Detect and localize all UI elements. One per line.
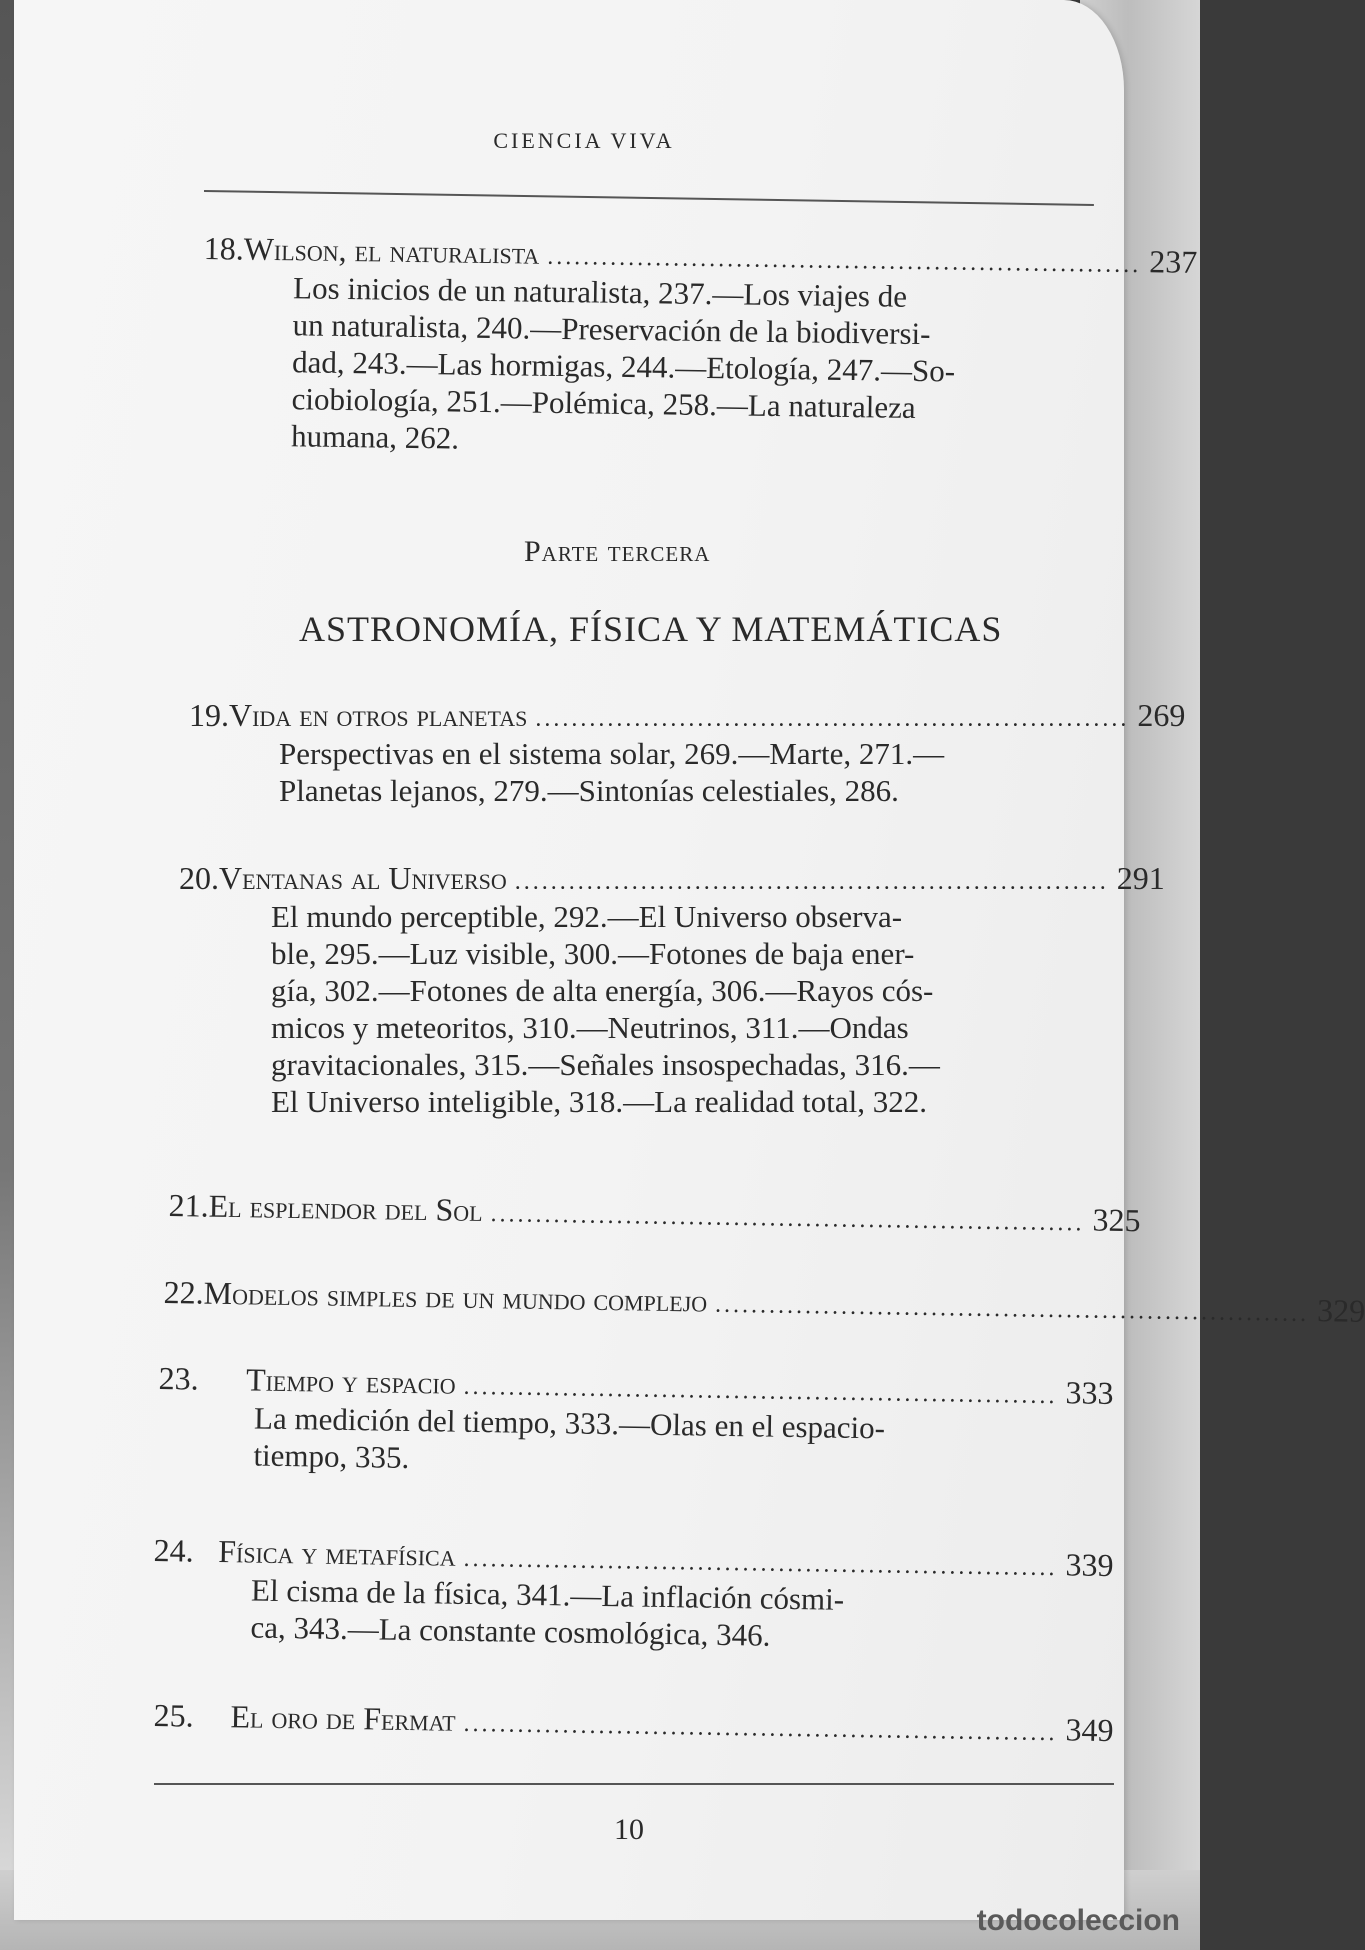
chapter-page: 333 bbox=[1065, 1374, 1114, 1411]
chapter-page: 329 bbox=[1316, 1292, 1365, 1329]
book-page bbox=[14, 0, 1365, 1920]
chapter-page: 291 bbox=[1116, 860, 1165, 896]
toc-entry bbox=[201, 228, 1198, 465]
dot-leader: .................................................................. bbox=[547, 243, 1142, 279]
header-rule bbox=[204, 190, 1094, 206]
watermark-logo: todocoleccion bbox=[976, 1904, 1180, 1937]
dot-leader: .................................................................. bbox=[490, 1201, 1085, 1237]
chapter-number: 21. bbox=[168, 1186, 209, 1224]
dot-leader: .................................................................. bbox=[514, 869, 1109, 895]
chapter-number: 18. bbox=[203, 229, 244, 267]
toc-entry bbox=[153, 1695, 1114, 1750]
chapter-page: 269 bbox=[1137, 697, 1186, 733]
section-line: Perspectivas en el sistema solar, 269.—Marte, 271.— bbox=[279, 736, 945, 771]
dot-leader: .................................................................. bbox=[463, 1373, 1058, 1410]
section-line: gía, 302.—Fotones de alta energía, 306.—Rayos cós- bbox=[271, 973, 934, 1008]
footer-rule bbox=[154, 1783, 1114, 1785]
section-line: micos y meteoritos, 310.—Neutrinos, 311.—Ondas bbox=[271, 1010, 909, 1045]
chapter-sections bbox=[279, 735, 1059, 809]
dot-leader: .................................................................. bbox=[714, 1291, 1310, 1327]
chapter-number: 19. bbox=[189, 697, 229, 733]
chapter-number: 20. bbox=[179, 860, 219, 896]
chapter-title: Tiempo y espacio bbox=[245, 1361, 456, 1401]
toc-entry bbox=[168, 1185, 1141, 1240]
section-line: ciobiología, 251.—Polémica, 258.—La naturaleza bbox=[291, 381, 916, 425]
toc-entry-heading bbox=[163, 1272, 1365, 1329]
dot-leader: .................................................................. bbox=[535, 706, 1130, 732]
chapter-title: Física y metafísica bbox=[218, 1533, 456, 1573]
toc-entry bbox=[179, 858, 1165, 1120]
section-line: un naturalista, 240.—Preservación de la biodiversi- bbox=[292, 307, 931, 352]
toc-entry-heading bbox=[179, 858, 1165, 898]
chapter-page: 349 bbox=[1065, 1711, 1114, 1749]
part-title: ASTRONOMÍA, FÍSICA Y MATEMÁTICAS bbox=[299, 609, 1003, 649]
chapter-page: 325 bbox=[1092, 1201, 1141, 1239]
chapter-number: 23. bbox=[158, 1359, 199, 1397]
toc-entry bbox=[152, 1530, 1114, 1659]
dot-leader: .................................................................. bbox=[463, 1545, 1058, 1582]
chapter-number: 22. bbox=[163, 1273, 204, 1311]
chapter-page: 237 bbox=[1149, 243, 1198, 280]
chapter-number: 25. bbox=[153, 1696, 194, 1734]
section-line: humana, 262. bbox=[290, 418, 460, 456]
section-line: tiempo, 335. bbox=[253, 1437, 410, 1475]
chapter-title: Ventanas al Universo bbox=[219, 860, 507, 896]
chapter-page: 339 bbox=[1065, 1546, 1114, 1584]
section-line: ca, 343.—La constante cosmológica, 346. bbox=[250, 1609, 771, 1653]
section-line: Los inicios de un naturalista, 237.—Los viajes de bbox=[292, 270, 908, 314]
page-folio: 10 bbox=[614, 1813, 644, 1846]
section-line: La medición del tiempo, 333.—Olas en el espacio- bbox=[253, 1400, 886, 1446]
part-label: Parte tercera bbox=[524, 535, 711, 568]
section-line: gravitacionales, 315.—Señales insospechadas, 316.— bbox=[271, 1047, 940, 1082]
section-line: El Universo inteligible, 318.—La realidad total, 322. bbox=[271, 1084, 928, 1119]
toc-entry bbox=[157, 1358, 1114, 1487]
section-line: El mundo perceptible, 292.—El Universo observa- bbox=[271, 899, 903, 934]
chapter-title: Modelos simples de un mundo complejo bbox=[203, 1274, 708, 1319]
chapter-sections bbox=[250, 1572, 1041, 1658]
chapter-title: El esplendor del Sol bbox=[208, 1187, 483, 1228]
toc-entry bbox=[189, 695, 1186, 809]
section-line: Planetas lejanos, 279.—Sintonías celestiales, 286. bbox=[279, 773, 899, 808]
toc-entry-heading bbox=[189, 695, 1186, 735]
section-line: ble, 295.—Luz visible, 300.—Fotones de baja ener- bbox=[271, 936, 915, 971]
toc-entry bbox=[163, 1272, 1365, 1329]
running-header: CIENCIA VIVA bbox=[493, 128, 675, 153]
background-edge-left bbox=[0, 0, 14, 1950]
section-line: dad, 243.—Las hormigas, 244.—Etología, 247.—So- bbox=[291, 344, 956, 389]
section-line: El cisma de la física, 341.—La inflación cósmi- bbox=[250, 1572, 845, 1617]
chapter-title: Wilson, el naturalista bbox=[243, 230, 540, 271]
toc-entry-heading bbox=[153, 1695, 1114, 1750]
chapter-sections bbox=[271, 898, 1061, 1120]
chapter-sections bbox=[291, 269, 1009, 464]
chapter-sections bbox=[253, 1400, 1044, 1486]
chapter-number: 24. bbox=[153, 1531, 194, 1569]
chapter-title: Vida en otros planetas bbox=[229, 697, 528, 733]
chapter-title: El oro de Fermat bbox=[230, 1698, 456, 1738]
toc-entry-heading bbox=[168, 1185, 1141, 1240]
dot-leader: .................................................................. bbox=[463, 1710, 1058, 1747]
